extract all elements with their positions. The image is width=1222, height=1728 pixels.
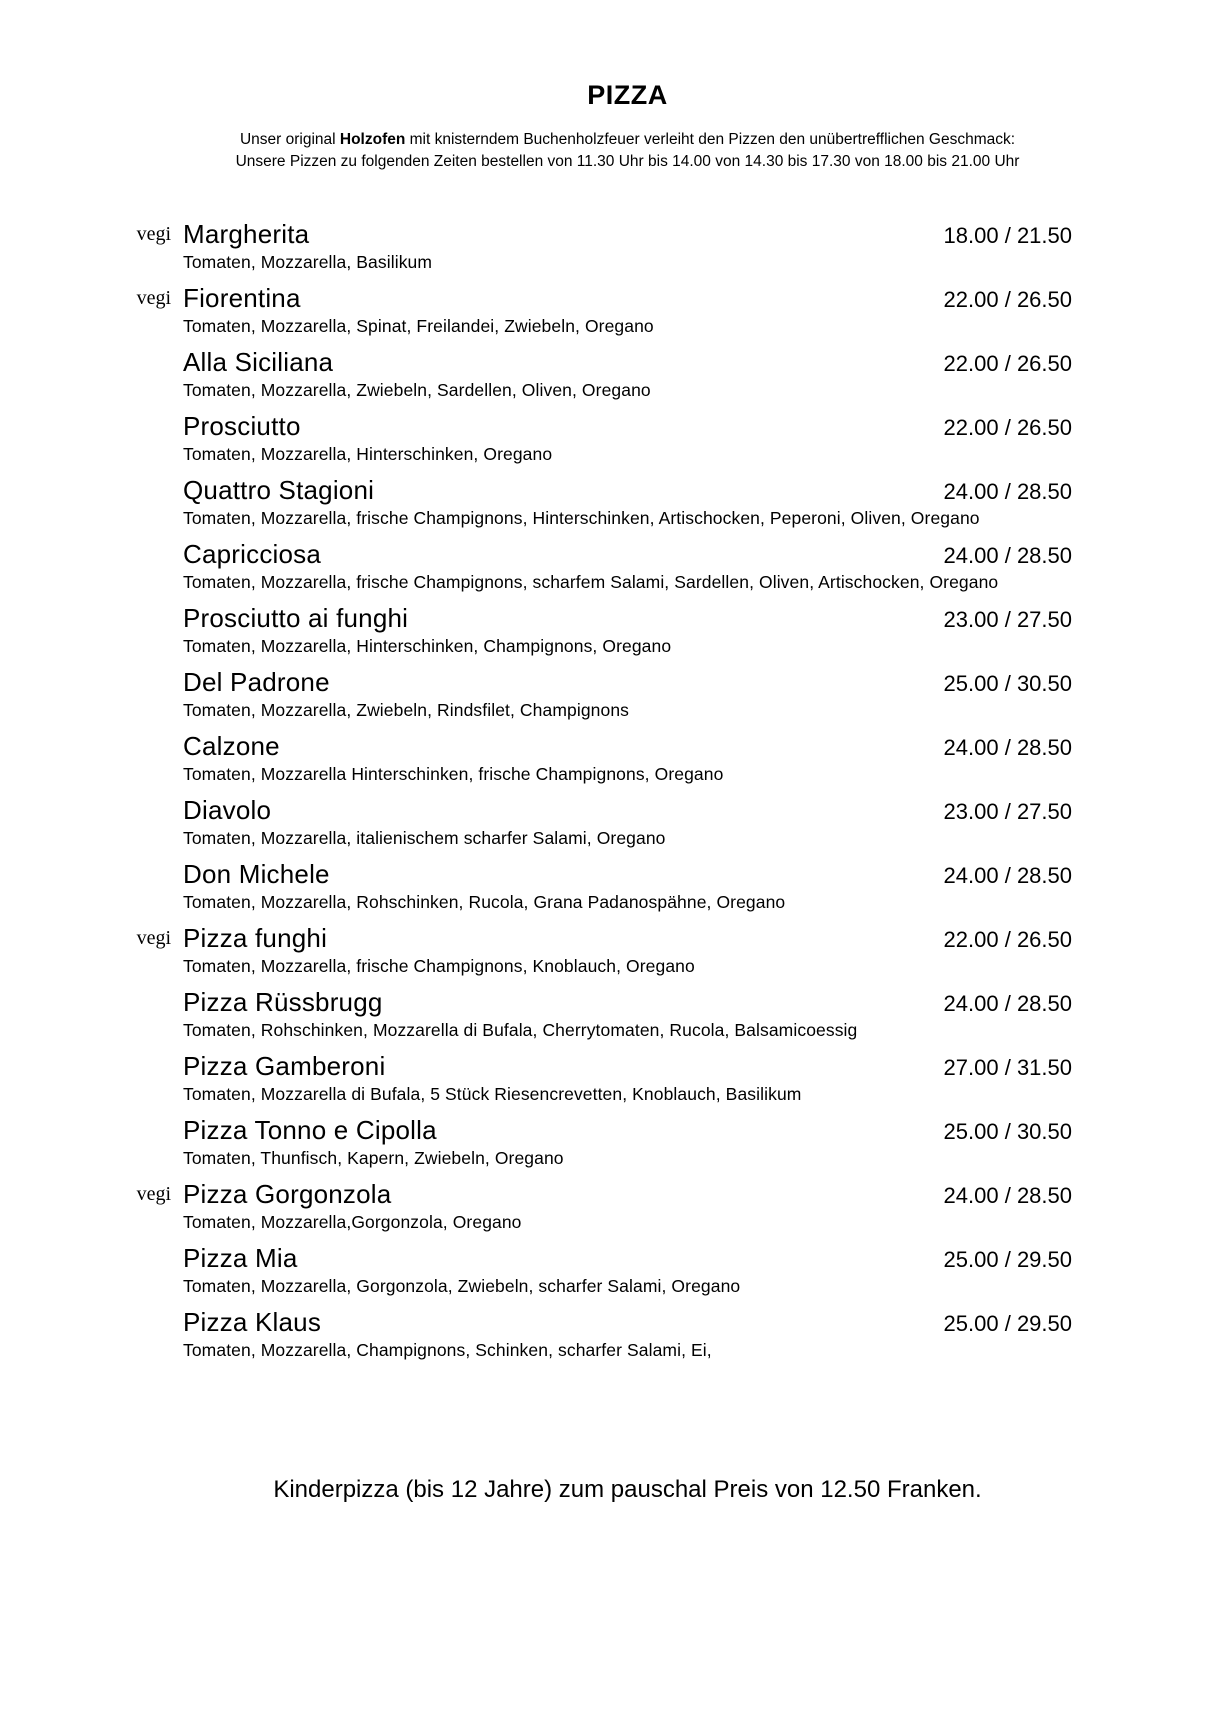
pizza-name: Pizza Gamberoni — [183, 1051, 386, 1081]
pizza-price: 22.00 / 26.50 — [943, 351, 1072, 376]
pizza-ingredients: Tomaten, Mozzarella Hinterschinken, frische Champignons, Oregano — [183, 764, 724, 784]
pizza-name: Pizza Rüssbrugg — [183, 987, 383, 1017]
pizza-ingredients: Tomaten, Mozzarella,Gorgonzola, Oregano — [183, 1212, 522, 1232]
pizza-ingredients: Tomaten, Mozzarella, frische Champignons, Hinterschinken, Artischocken, Peperoni, Oliven, Oregano — [183, 508, 980, 528]
item-head — [183, 1243, 1072, 1275]
pizza-ingredients: Tomaten, Mozzarella, Hinterschinken, Champignons, Oregano — [183, 636, 672, 656]
pizza-price: 23.00 / 27.50 — [943, 799, 1072, 824]
menu-item — [136, 219, 1072, 273]
menu-item — [183, 795, 1072, 849]
menu-item — [183, 411, 1072, 465]
menu-item — [183, 1307, 1072, 1361]
item-head — [136, 219, 1072, 251]
menu-item — [136, 283, 1072, 337]
menu-item — [183, 731, 1072, 785]
pizza-ingredients: Tomaten, Mozzarella, Champignons, Schinken, scharfer Salami, Ei, — [183, 1340, 712, 1360]
vegi-label: vegi — [136, 927, 171, 949]
item-head — [183, 539, 1072, 571]
menu-item — [183, 987, 1072, 1041]
pizza-ingredients: Tomaten, Mozzarella, Rohschinken, Rucola, Grana Padanospähne, Oregano — [183, 892, 786, 912]
vegi-label: vegi — [136, 223, 171, 245]
item-head — [183, 1115, 1072, 1147]
pizza-price: 24.00 / 28.50 — [943, 543, 1072, 568]
item-head — [136, 923, 1072, 955]
pizza-price: 22.00 / 26.50 — [943, 927, 1072, 952]
pizza-name: Pizza Klaus — [183, 1307, 322, 1337]
menu-item — [183, 1051, 1072, 1105]
menu-item — [183, 859, 1072, 913]
pizza-name: Margherita — [183, 219, 310, 249]
menu-item — [183, 347, 1072, 401]
item-head — [183, 411, 1072, 443]
menu-item — [136, 923, 1072, 977]
page-title: PIZZA — [587, 80, 668, 110]
item-head — [183, 1307, 1072, 1339]
pizza-ingredients: Tomaten, Mozzarella, frische Champignons, scharfem Salami, Sardellen, Oliven, Artischocken, Oregano — [183, 572, 999, 592]
pizza-ingredients: Tomaten, Rohschinken, Mozzarella di Bufala, Cherrytomaten, Rucola, Balsamicoessig — [183, 1020, 858, 1040]
pizza-name: Pizza Gorgonzola — [183, 1179, 392, 1209]
item-head — [136, 283, 1072, 315]
pizza-name: Calzone — [183, 731, 280, 761]
item-head — [183, 859, 1072, 891]
item-head — [183, 987, 1072, 1019]
pizza-price: 24.00 / 28.50 — [943, 991, 1072, 1016]
pizza-name: Prosciutto — [183, 411, 301, 441]
pizza-ingredients: Tomaten, Mozzarella, Basilikum — [183, 252, 433, 272]
intro-line-1-bold: Holzofen — [339, 131, 406, 148]
item-head — [183, 475, 1072, 507]
pizza-name: Del Padrone — [183, 667, 330, 697]
pizza-ingredients: Tomaten, Mozzarella, Zwiebeln, Sardellen, Oliven, Oregano — [183, 380, 651, 400]
pizza-price: 24.00 / 28.50 — [943, 735, 1072, 760]
menu-item — [183, 1115, 1072, 1169]
pizza-ingredients: Tomaten, Mozzarella, frische Champignons, Knoblauch, Oregano — [183, 956, 695, 976]
menu-item — [136, 1179, 1072, 1233]
pizza-ingredients: Tomaten, Mozzarella, Spinat, Freilandei, Zwiebeln, Oregano — [183, 316, 654, 336]
item-head — [183, 795, 1072, 827]
intro-text — [143, 129, 1112, 172]
kinderpizza-note: Kinderpizza (bis 12 Jahre) zum pauschal Preis von 12.50 Franken. — [273, 1476, 982, 1503]
pizza-price: 25.00 / 30.50 — [943, 671, 1072, 696]
pizza-name: Fiorentina — [183, 283, 301, 313]
pizza-name: Pizza funghi — [183, 923, 328, 953]
item-head — [183, 1051, 1072, 1083]
pizza-price: 27.00 / 31.50 — [943, 1055, 1072, 1080]
pizza-price: 25.00 / 30.50 — [943, 1119, 1072, 1144]
intro-line-1-pre: Unser original — [239, 131, 340, 148]
pizza-price: 18.00 / 21.50 — [943, 223, 1072, 248]
pizza-name: Quattro Stagioni — [183, 475, 375, 505]
vegi-label: vegi — [136, 1183, 171, 1205]
pizza-ingredients: Tomaten, Thunfisch, Kapern, Zwiebeln, Oregano — [183, 1148, 564, 1168]
pizza-name: Pizza Tonno e Cipolla — [183, 1115, 437, 1145]
pizza-ingredients: Tomaten, Mozzarella, Zwiebeln, Rindsfilet, Champignons — [183, 700, 630, 720]
pizza-name: Pizza Mia — [183, 1243, 298, 1273]
intro-line-1 — [143, 129, 1112, 151]
menu-item — [183, 667, 1072, 721]
pizza-price: 24.00 / 28.50 — [943, 479, 1072, 504]
pizza-price: 22.00 / 26.50 — [943, 287, 1072, 312]
pizza-price: 25.00 / 29.50 — [943, 1311, 1072, 1336]
item-head — [183, 667, 1072, 699]
pizza-price: 23.00 / 27.50 — [943, 607, 1072, 632]
pizza-name: Don Michele — [183, 859, 330, 889]
pizza-price: 24.00 / 28.50 — [943, 863, 1072, 888]
intro-line-1-post: mit knisterndem Buchenholzfeuer verleiht den Pizzen den unübertrefflichen Geschmack: — [405, 131, 1016, 148]
item-head — [183, 603, 1072, 635]
pizza-price: 25.00 / 29.50 — [943, 1247, 1072, 1272]
pizza-name: Capricciosa — [183, 539, 322, 569]
pizza-price: 22.00 / 26.50 — [943, 415, 1072, 440]
menu-item — [183, 539, 1072, 593]
pizza-price: 24.00 / 28.50 — [943, 1183, 1072, 1208]
vegi-label: vegi — [136, 287, 171, 309]
pizza-ingredients: Tomaten, Mozzarella di Bufala, 5 Stück Riesencrevetten, Knoblauch, Basilikum — [183, 1084, 802, 1104]
pizza-name: Diavolo — [183, 795, 272, 825]
pizza-ingredients: Tomaten, Mozzarella, italienischem scharfer Salami, Oregano — [183, 828, 666, 848]
item-head — [183, 731, 1072, 763]
pizza-ingredients: Tomaten, Mozzarella, Gorgonzola, Zwiebeln, scharfer Salami, Oregano — [183, 1276, 741, 1296]
intro-line-2: Unsere Pizzen zu folgenden Zeiten bestellen von 11.30 Uhr bis 14.00 von 14.30 bis 17.30 von 18.00 bis 21.00 Uhr — [235, 152, 1020, 170]
item-head — [183, 347, 1072, 379]
menu-item — [183, 475, 1072, 529]
pizza-ingredients: Tomaten, Mozzarella, Hinterschinken, Oregano — [183, 444, 553, 464]
item-head — [136, 1179, 1072, 1211]
pizza-list — [136, 219, 1072, 1371]
menu-item — [183, 603, 1072, 657]
menu-item — [183, 1243, 1072, 1297]
pizza-name: Alla Siciliana — [183, 347, 334, 377]
pizza-name: Prosciutto ai funghi — [183, 603, 409, 633]
